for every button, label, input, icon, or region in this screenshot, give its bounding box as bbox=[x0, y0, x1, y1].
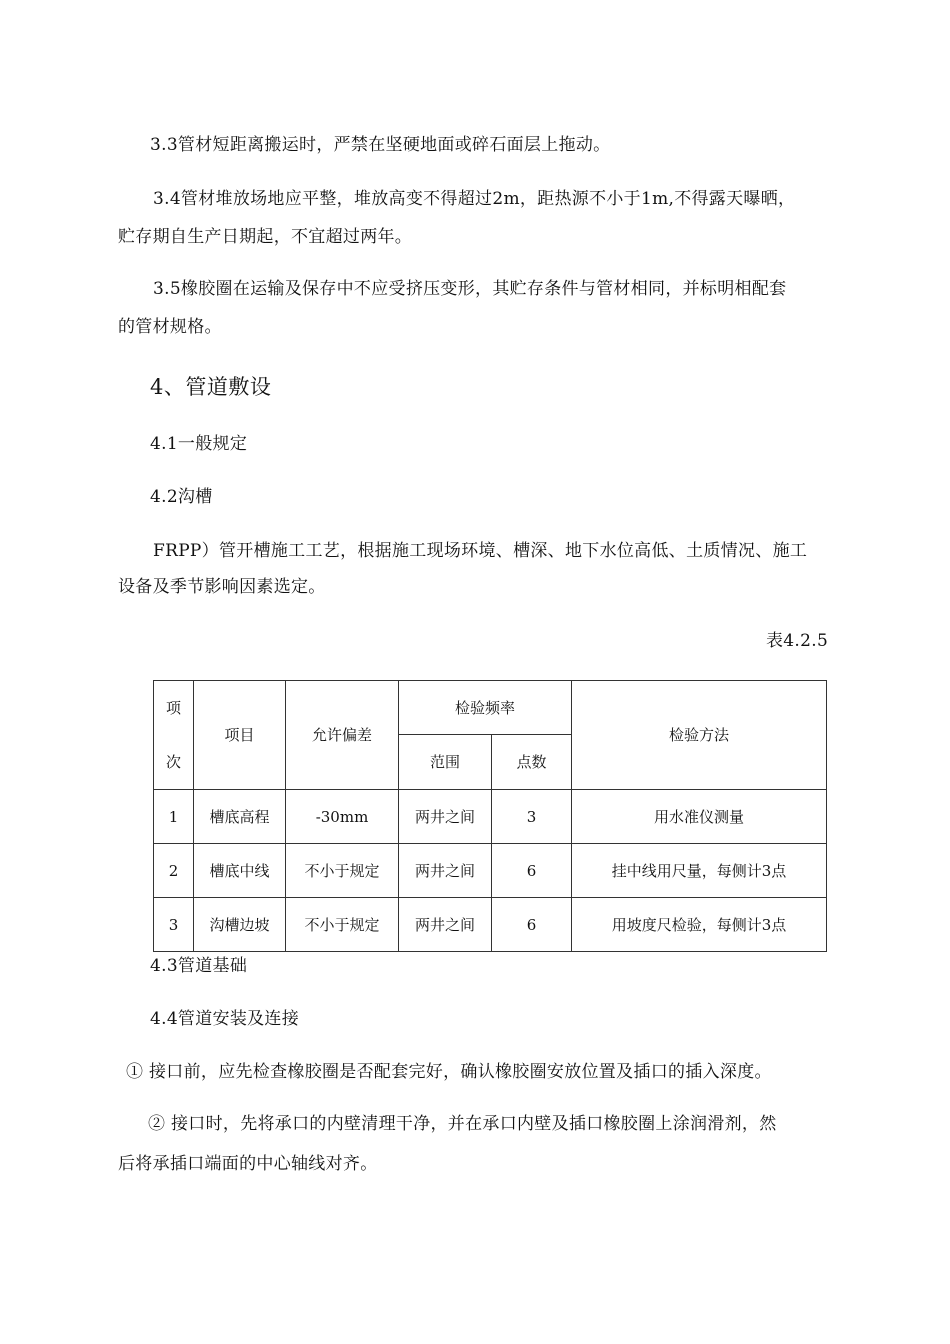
inspection-table bbox=[153, 680, 827, 952]
cell-seq: 3 bbox=[154, 898, 194, 952]
cell-range: 两井之间 bbox=[399, 844, 492, 898]
table-row bbox=[154, 898, 827, 952]
header-method: 检验方法 bbox=[572, 681, 827, 790]
cell-item: 槽底高程 bbox=[194, 790, 286, 844]
cell-method: 用坡度尺检验，每侧计3点 bbox=[572, 898, 827, 952]
cell-tolerance: -30mm bbox=[286, 790, 399, 844]
section-heading-4: 4、管道敷设 bbox=[150, 375, 272, 399]
paragraph-3-4-line-1: 3.4管材堆放场地应平整，堆放高变不得超过2m，距热源不小于1m,不得露天曝晒， bbox=[153, 189, 796, 209]
cell-range: 两井之间 bbox=[399, 790, 492, 844]
header-range: 范围 bbox=[399, 735, 492, 790]
cell-seq: 1 bbox=[154, 790, 194, 844]
table-header-row-1 bbox=[154, 681, 827, 735]
paragraph-3-5-line-1: 3.5橡胶圈在运输及保存中不应受挤压变形，其贮存条件与管材相同，并标明相配套 bbox=[153, 279, 787, 299]
header-tolerance: 允许偏差 bbox=[286, 681, 399, 790]
header-seq-top: 项 bbox=[165, 699, 181, 717]
cell-points: 6 bbox=[492, 844, 572, 898]
cell-item: 沟槽边坡 bbox=[194, 898, 286, 952]
header-item: 项目 bbox=[194, 681, 286, 790]
cell-seq: 2 bbox=[154, 844, 194, 898]
frpp-paragraph-line-1: FRPP）管开槽施工工艺，根据施工现场环境、槽深、地下水位高低、土质情况、施工 bbox=[153, 541, 808, 561]
subsection-4-3: 4.3管道基础 bbox=[150, 956, 248, 976]
subsection-4-1: 4.1一般规定 bbox=[150, 434, 248, 454]
paragraph-3-4-line-2: 贮存期自生产日期起，不宜超过两年。 bbox=[118, 227, 413, 247]
cell-item: 槽底中线 bbox=[194, 844, 286, 898]
list-item-2-line-2: 后将承插口端面的中心轴线对齐。 bbox=[118, 1154, 378, 1174]
subsection-4-2: 4.2沟槽 bbox=[150, 487, 213, 507]
paragraph-3-5-line-2: 的管材规格。 bbox=[118, 317, 222, 337]
subsection-4-4: 4.4管道安装及连接 bbox=[150, 1009, 300, 1029]
table-caption: 表4.2.5 bbox=[766, 631, 829, 651]
frpp-paragraph-line-2: 设备及季节影响因素选定。 bbox=[118, 577, 326, 597]
header-seq-bottom: 次 bbox=[165, 753, 181, 771]
cell-method: 用水准仪测量 bbox=[572, 790, 827, 844]
table-row bbox=[154, 790, 827, 844]
list-item-2-line-1: ② 接口时，先将承口的内壁清理干净，并在承口内壁及插口橡胶圈上涂润滑剂，然 bbox=[148, 1114, 777, 1134]
header-frequency: 检验频率 bbox=[399, 681, 572, 735]
header-points: 点数 bbox=[492, 735, 572, 790]
cell-points: 3 bbox=[492, 790, 572, 844]
cell-points: 6 bbox=[492, 898, 572, 952]
header-seq bbox=[154, 681, 194, 790]
cell-method: 挂中线用尺量，每侧计3点 bbox=[572, 844, 827, 898]
paragraph-3-3: 3.3管材短距离搬运时，严禁在坚硬地面或碎石面层上拖动。 bbox=[150, 135, 611, 155]
table-row bbox=[154, 844, 827, 898]
list-item-1: ① 接口前，应先检查橡胶圈是否配套完好，确认橡胶圈安放位置及插口的插入深度。 bbox=[126, 1062, 772, 1082]
cell-tolerance: 不小于规定 bbox=[286, 898, 399, 952]
cell-range: 两井之间 bbox=[399, 898, 492, 952]
cell-tolerance: 不小于规定 bbox=[286, 844, 399, 898]
